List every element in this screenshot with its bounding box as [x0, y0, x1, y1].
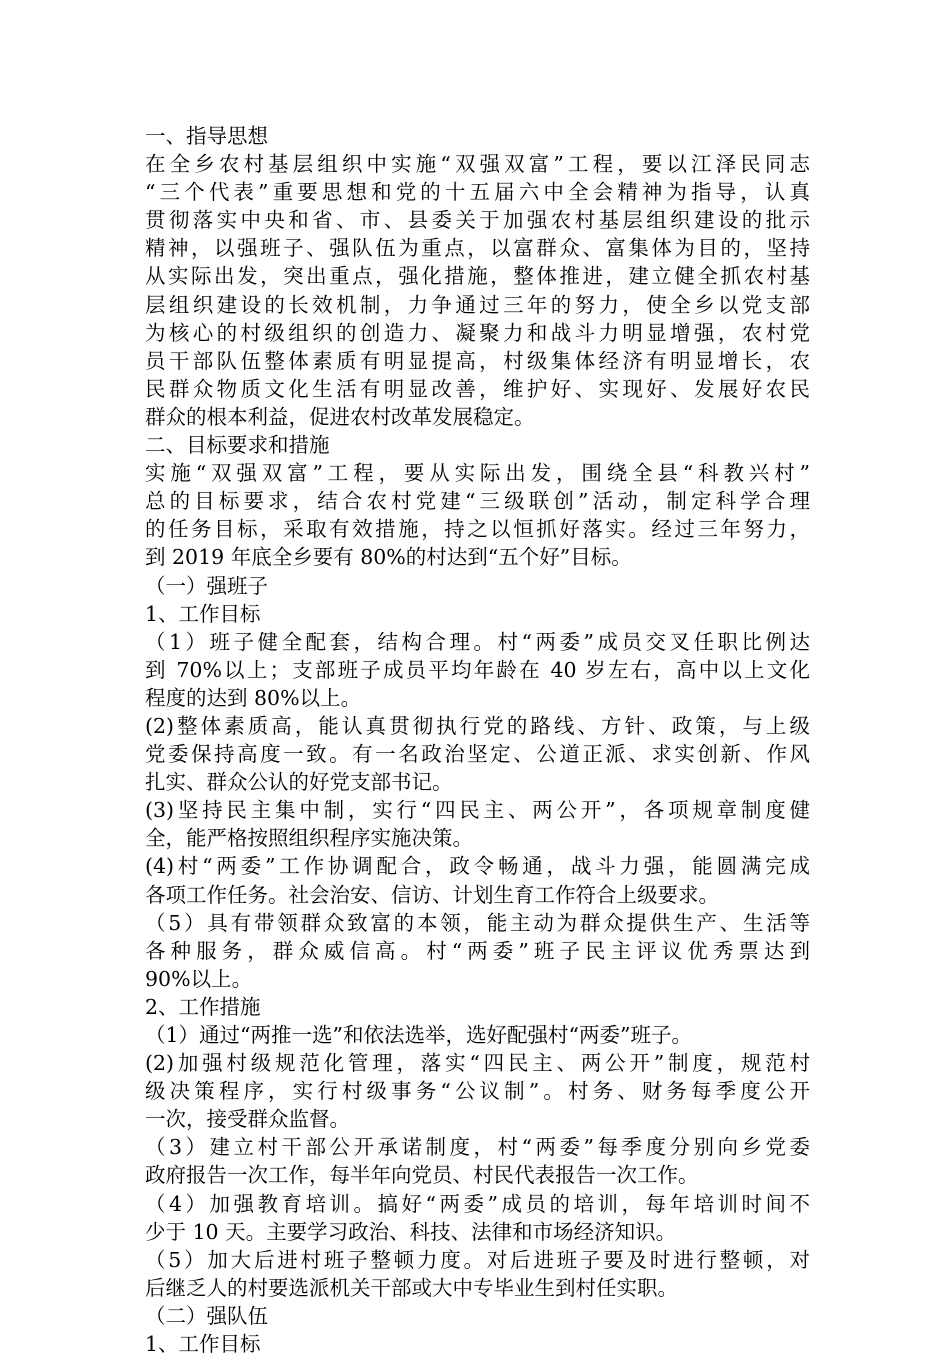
- paragraph-line: （5）具有带领群众致富的本领，能主动为群众提供生产、生活等: [145, 910, 810, 935]
- paragraph-line: 层组织建设的长效机制，力争通过三年的努力，使全乡以党支部: [145, 292, 810, 317]
- paragraph: [145, 1246, 810, 1302]
- paragraph-line: （4）加强教育培训。搞好“两委”成员的培训，每年培训时间不: [145, 1191, 810, 1216]
- paragraph-line: (2)加强村级规范化管理，落实“四民主、两公开”制度，规范村: [145, 1051, 810, 1076]
- paragraph-line: 民群众物质文化生活有明显改善，维护好、实现好、发展好农民: [145, 376, 810, 401]
- paragraph: [145, 459, 810, 571]
- paragraph: [145, 712, 810, 796]
- paragraph-line: (2)整体素质高，能认真贯彻执行党的路线、方针、政策，与上级: [145, 713, 810, 738]
- paragraph-line: （1）通过“两推一选”和依法选举，选好配强村“两委”班子。: [145, 1023, 692, 1047]
- paragraph-line: （3）建立村干部公开承诺制度，村“两委”每季度分别向乡党委: [145, 1135, 810, 1160]
- paragraph: [145, 1021, 810, 1049]
- paragraph-line: 贯彻落实中央和省、市、县委关于加强农村基层组织建设的批示: [145, 208, 810, 233]
- paragraph-line: 从实际出发，突出重点，强化措施，整体推进，建立健全抓农村基: [145, 264, 810, 289]
- paragraph-line: 少于 10 天。主要学习政治、科技、法律和市场经济知识。: [145, 1219, 677, 1244]
- paragraph: [145, 150, 810, 431]
- section-heading: 2、工作措施: [145, 994, 261, 1019]
- paragraph-line: 实施“双强双富”工程，要从实际出发，围绕全县“科教兴村”: [145, 461, 810, 486]
- paragraph-line: 在全乡农村基层组织中实施“双强双富”工程，要以江泽民同志: [145, 152, 810, 177]
- section-heading: 二、目标要求和措施: [145, 433, 330, 458]
- paragraph-line: 政府报告一次工作，每半年向党员、村民代表报告一次工作。: [145, 1163, 699, 1188]
- paragraph-line: (4)村“两委”工作协调配合，政令畅通，战斗力强，能圆满完成: [145, 854, 810, 879]
- paragraph-line: 后继乏人的村要选派机关干部或大中专毕业生到村任实职。: [145, 1275, 678, 1300]
- section-heading: 1、工作目标: [145, 601, 261, 626]
- paragraph: [145, 909, 810, 993]
- paragraph: [145, 1049, 810, 1133]
- section-heading: 一、指导思想: [145, 124, 268, 148]
- document-page: [145, 122, 810, 1358]
- paragraph-line: 群众的根本利益，促进农村改革发展稳定。: [145, 404, 535, 429]
- paragraph-line: 各项工作任务。社会治安、信访、计划生育工作符合上级要求。: [145, 882, 719, 907]
- paragraph-line: 90%以上。: [145, 966, 253, 991]
- section-heading: （二）强队伍: [145, 1303, 268, 1328]
- paragraph: [145, 1190, 810, 1246]
- paragraph-line: 员干部队伍整体素质有明显提高，村级集体经济有明显增长，农: [145, 348, 810, 373]
- paragraph-line: 到 2019 年底全乡要有 80%的村达到“五个好”目标。: [145, 545, 632, 570]
- paragraph-line: （5）加大后进村班子整顿力度。对后进班子要及时进行整顿，对: [145, 1247, 810, 1272]
- paragraph-line: 总的目标要求，结合农村党建“三级联创”活动，制定科学合理: [145, 489, 810, 514]
- paragraph-line: “三个代表”重要思想和党的十五届六中全会精神为指导，认真: [145, 180, 810, 205]
- paragraph-line: 扎实、群众公认的好党支部书记。: [145, 770, 453, 795]
- paragraph-line: (3)坚持民主集中制，实行“四民主、两公开”，各项规章制度健: [145, 798, 810, 823]
- paragraph-line: 到 70%以上；支部班子成员平均年龄在 40 岁左右，高中以上文化: [145, 657, 810, 682]
- paragraph-line: 各种服务，群众威信高。村“两委”班子民主评议优秀票达到: [145, 938, 810, 963]
- paragraph-line: 为核心的村级组织的创造力、凝聚力和战斗力明显增强，农村党: [145, 320, 810, 345]
- paragraph-line: 程度的达到 80%以上。: [145, 685, 362, 710]
- paragraph: [145, 796, 810, 852]
- paragraph: [145, 852, 810, 908]
- paragraph-line: 党委保持高度一致。有一名政治坚定、公道正派、求实创新、作风: [145, 742, 810, 767]
- paragraph: [145, 628, 810, 712]
- section-heading: （一）强班子: [145, 573, 268, 598]
- paragraph-line: 全，能严格按照组织程序实施决策。: [145, 826, 473, 851]
- section-heading: 1、工作目标: [145, 1332, 261, 1357]
- paragraph-line: 精神，以强班子、强队伍为重点，以富群众、富集体为目的，坚持: [145, 236, 810, 261]
- paragraph: [145, 1133, 810, 1189]
- paragraph-line: （1）班子健全配套，结构合理。村“两委”成员交叉任职比例达: [145, 629, 810, 654]
- paragraph-line: 一次，接受群众监督。: [145, 1107, 350, 1132]
- paragraph-line: 级决策程序，实行村级事务“公议制”。村务、财务每季度公开: [145, 1079, 810, 1104]
- paragraph-line: 的任务目标，采取有效措施，持之以恒抓好落实。经过三年努力，: [145, 517, 810, 542]
